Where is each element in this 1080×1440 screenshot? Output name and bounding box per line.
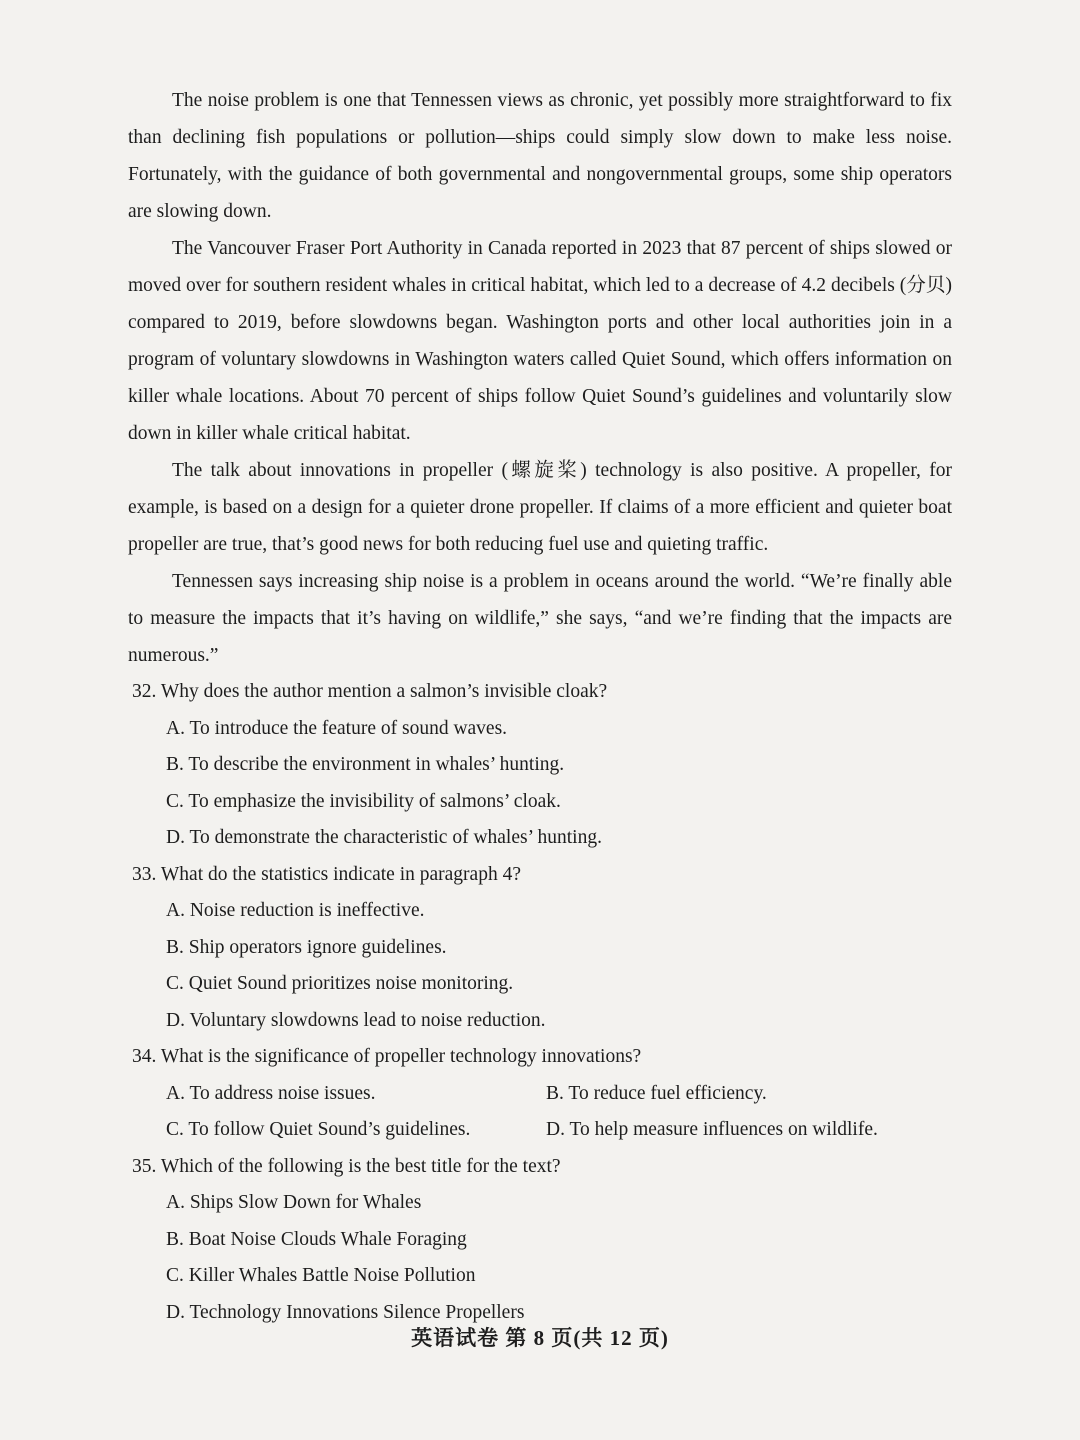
option-c: C. To emphasize the invisibility of salmons’ cloak.	[166, 790, 561, 812]
reading-passage	[128, 82, 952, 674]
passage-paragraph: The Vancouver Fraser Port Authority in Canada reported in 2023 that 87 percent of ships slowed or moved over for southern resident whales in critical habitat, which led to a decrease of 4.2 decibels (分贝) compared to 2019, before slowdowns began. Washington ports and other local authorities join in a program of voluntary slowdowns in Washington waters called Quiet Sound, which offers information on killer whale locations. About 70 percent of ships follow Quiet Sound’s guidelines and voluntarily slow down in killer whale critical habitat.	[128, 238, 952, 444]
passage-paragraph: The noise problem is one that Tennessen views as chronic, yet possibly more straightforward to fix than declining fish populations or pollution—ships could simply slow down to make less noise. Fortunately, with the guidance of both governmental and nongovernmental groups, some ship operators are slowing down.	[128, 90, 952, 222]
page-footer: 英语试卷 第 8 页(共 12 页)	[411, 1326, 669, 1350]
option-list	[128, 893, 952, 1039]
option-d: D. Technology Innovations Silence Propellers	[166, 1301, 525, 1323]
option-a: A. Noise reduction is ineffective.	[166, 900, 425, 921]
option-a: A. To address noise issues.	[166, 1082, 376, 1104]
passage-paragraph: Tennessen says increasing ship noise is a problem in oceans around the world. “We’re finally able to measure the impacts that it’s having on wildlife,” she says, “and we’re finding that the impacts are numerous.”	[128, 571, 952, 666]
option-a: A. Ships Slow Down for Whales	[166, 1192, 422, 1213]
question-stem: 32. Why does the author mention a salmon’s invisible cloak?	[132, 681, 608, 702]
question-35	[128, 1149, 952, 1332]
option-list	[128, 711, 952, 857]
question-33	[128, 857, 952, 1040]
option-b: B. To reduce fuel efficiency.	[546, 1082, 767, 1104]
option-b: B. Boat Noise Clouds Whale Foraging	[166, 1228, 467, 1250]
option-c: C. To follow Quiet Sound’s guidelines.	[166, 1119, 471, 1140]
option-d: D. Voluntary slowdowns lead to noise reduction.	[166, 1009, 546, 1031]
question-32	[128, 674, 952, 857]
option-c: C. Quiet Sound prioritizes noise monitoring.	[166, 973, 514, 994]
passage-paragraph: The talk about innovations in propeller (螺旋桨) technology is also positive. A propeller, for example, is based on a design for a quieter drone propeller. If claims of a more efficient and quieter boat propeller are true, that’s good news for both reducing fuel use and quieting traffic.	[128, 460, 952, 555]
option-d: D. To demonstrate the characteristic of whales’ hunting.	[166, 827, 602, 848]
option-b: B. To describe the environment in whales’ hunting.	[166, 754, 565, 775]
question-list	[128, 674, 952, 1331]
option-d: D. To help measure influences on wildlife.	[546, 1119, 878, 1140]
option-list	[128, 1185, 952, 1331]
option-b: B. Ship operators ignore guidelines.	[166, 936, 447, 958]
question-stem: 33. What do the statistics indicate in paragraph 4?	[132, 863, 521, 885]
option-c: C. Killer Whales Battle Noise Pollution	[166, 1265, 476, 1286]
question-stem: 35. Which of the following is the best title for the text?	[132, 1155, 561, 1177]
question-stem: 34. What is the significance of propeller technology innovations?	[132, 1046, 642, 1067]
option-a: A. To introduce the feature of sound waves.	[166, 717, 508, 739]
question-34	[128, 1039, 952, 1149]
option-list	[128, 1076, 952, 1149]
